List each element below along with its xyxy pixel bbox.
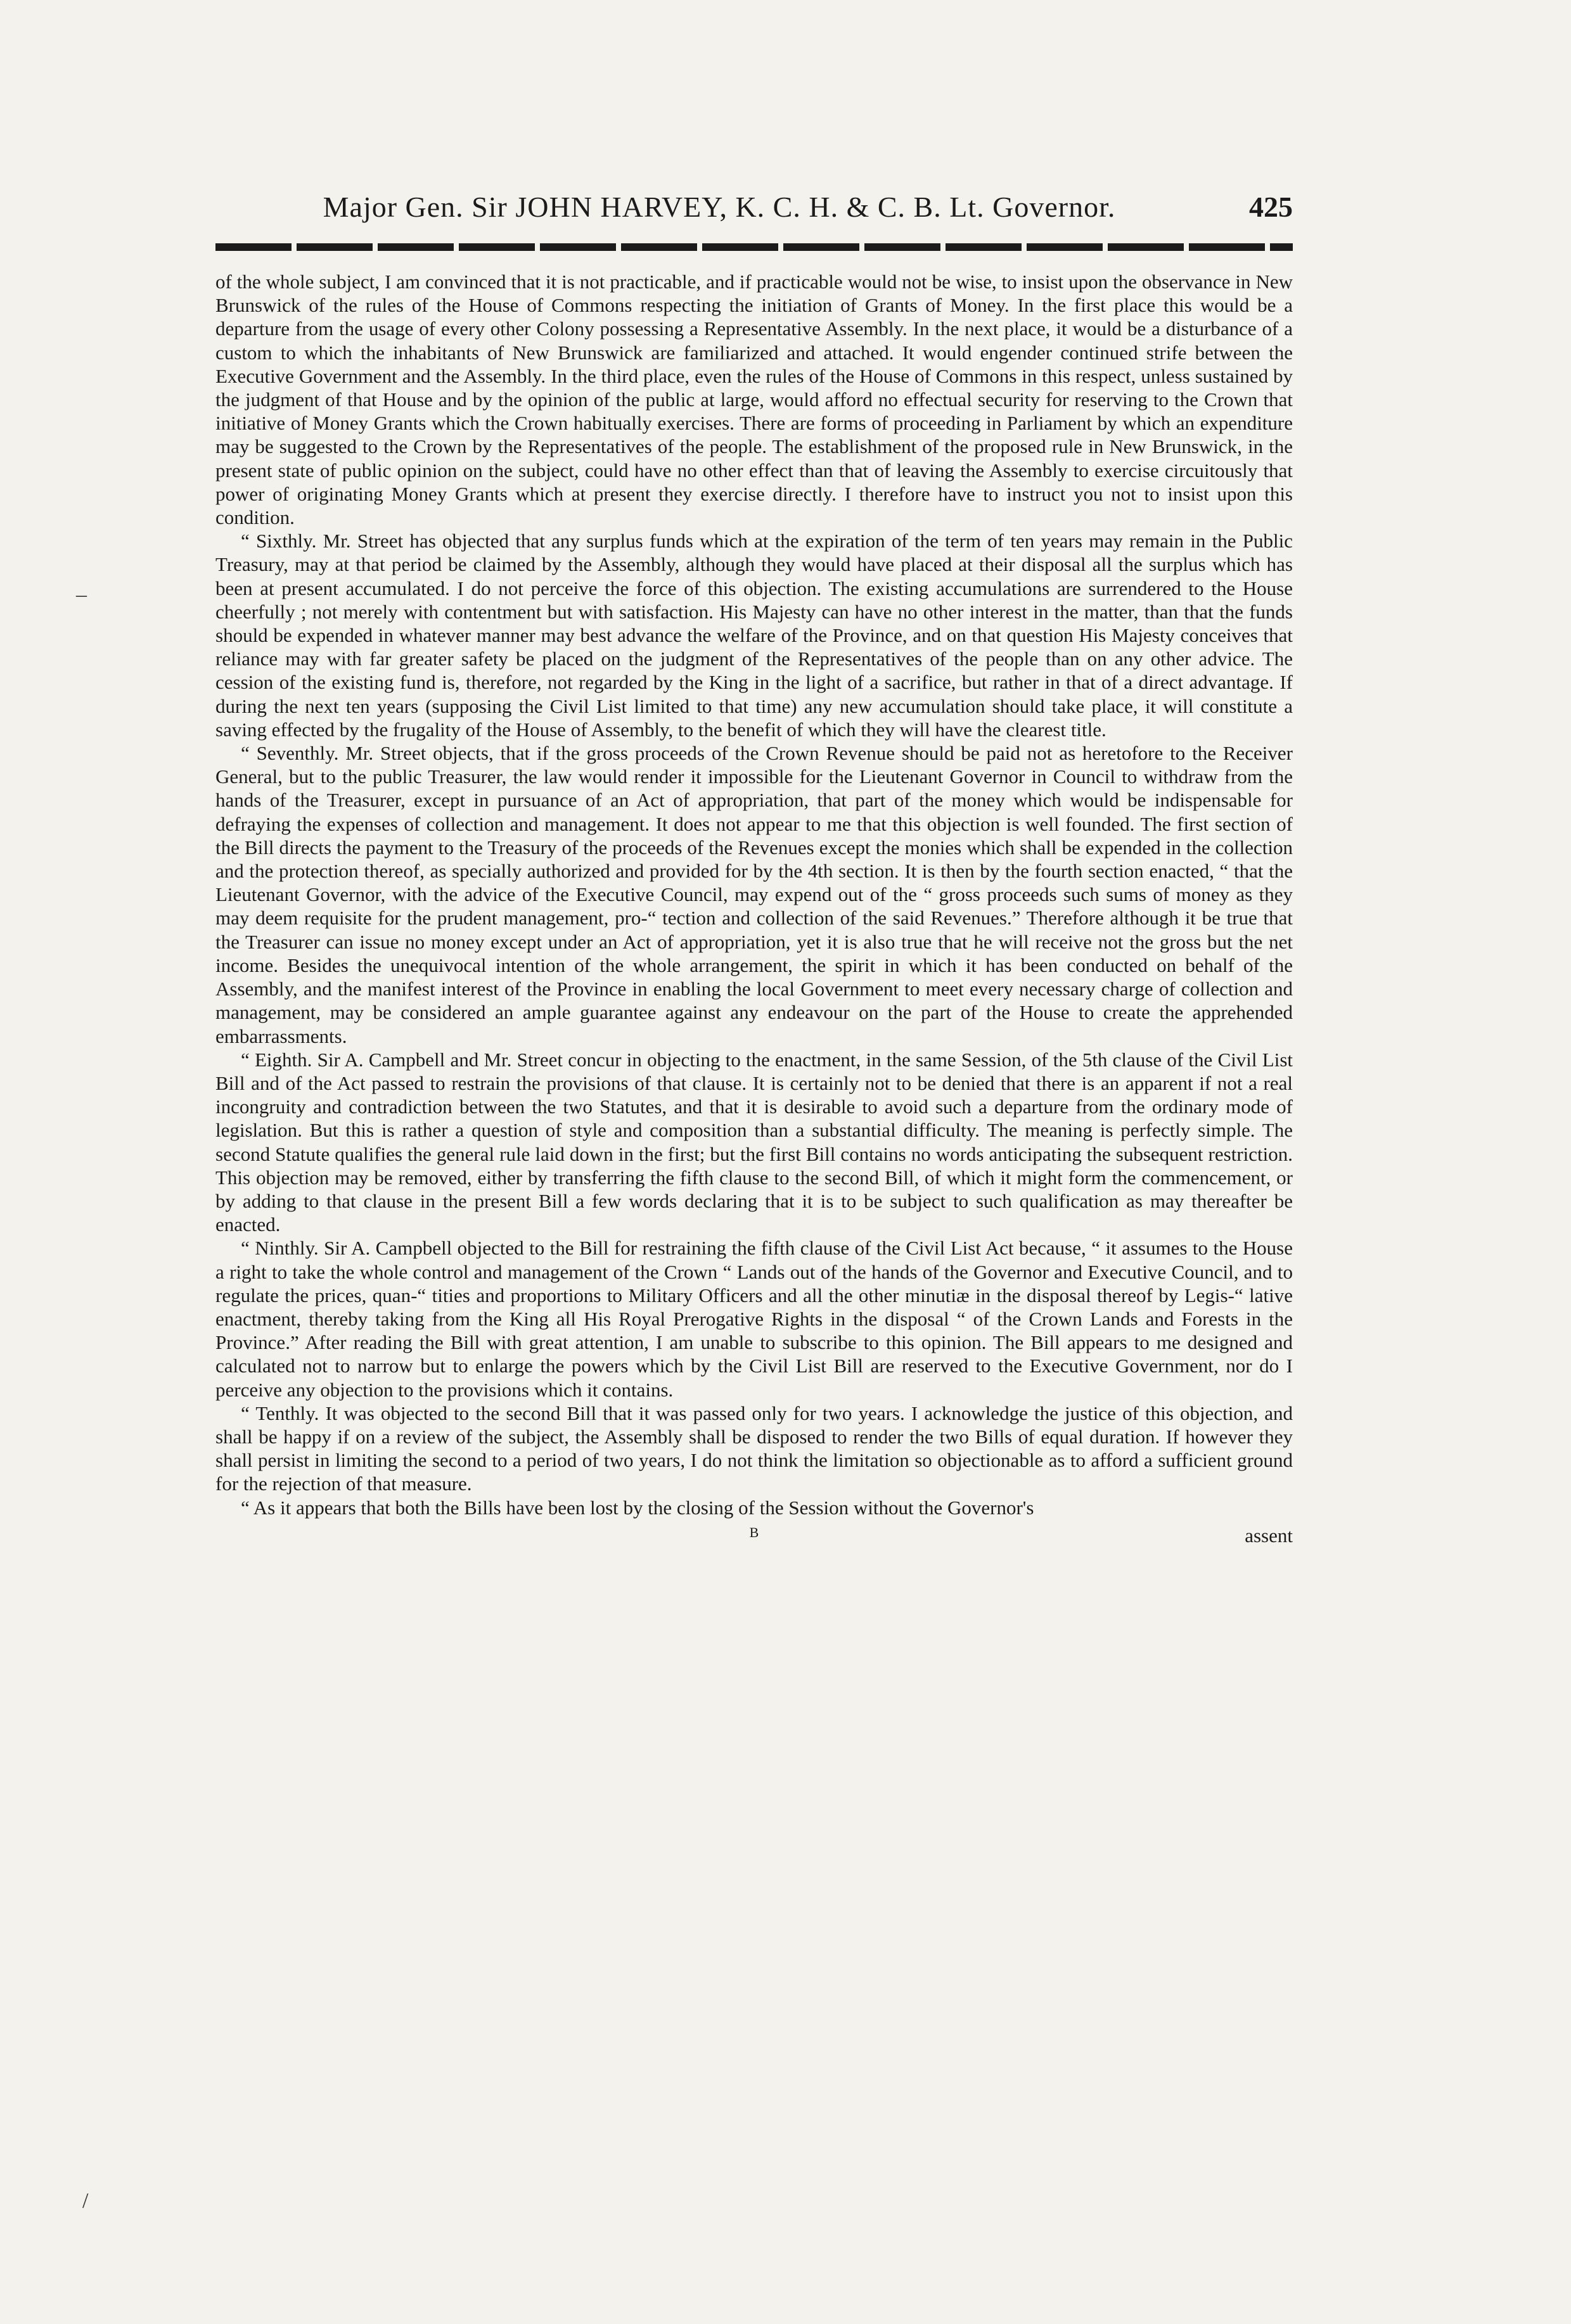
paragraph-continuation: of the whole subject, I am convinced that it is not practicable, and if practicable would not be wise, to insist upon the observance in New Brunswick of the rules of the House of Commons respecting the initiation of Grants of Money. In the first place this would be a departure from the usage of every other Colony possessing a Representative Assembly. In the next place, it would be a disturbance of a custom to which the inhabitants of New Brunswick are familiarized and attached. It would engender continued strife between the Executive Government and the Assembly. In the third place, even the rules of the House of Commons in this respect, unless sustained by the judgment of that House and by the opinion of the public at large, would afford no effectual security for reserving to the Crown that initiative of Money Grants which the Crown habitually exercises. There are forms of proceeding in Parliament by which an expenditure may be suggested to the Crown by the Representatives of the people. The establishment of the proposed rule in New Brunswick, in the present state of public opinion on the subject, could have no other effect than that of leaving the Assembly to exercise circuitously that power of originating Money Grants which at present they exercise directly. I therefore have to instruct you not to insist upon this condition. — [215, 271, 1293, 529]
paragraph-eighth: “ Eighth. Sir A. Campbell and Mr. Street concur in objecting to the enactment, in the same Session, of the 5th clause of the Civil List Bill and of the Act passed to restrain the provisions of that clause. It is certainly not to be denied that there is an apparent if not a real incongruity and contradiction between the two Statutes, and that it is desirable to avoid such a departure from the ordinary mode of legislation. But this is rather a question of style and composition than a substantial difficulty. The meaning is perfectly simple. The second Statute qualifies the general rule laid down in the first; but the first Bill contains no words anticipating the subsequent restriction. This objection may be removed, either by transferring the fifth clause to the second Bill, of which it might form the commencement, or by adding to that clause in the present Bill a few words declaring that it is to be subject to such qualification as may thereafter be enacted. — [215, 1048, 1293, 1236]
paragraph-ninthly: “ Ninthly. Sir A. Campbell objected to the Bill for restraining the fifth clause of the Civil List Act because, “ it assumes to the House a right to take the whole control and management of the Crown “ Lands out of the hands of the Governor and Executive Council, and to regulate the prices, quan-“ tities and proportions to Military Officers and all the other minutiæ in the disposal thereof by Legis-“ lative enactment, thereby taking from the King all His Royal Prerogative Rights in the disposal “ of the Crown Lands and Forests in the Province.” After reading the Bill with great attention, I am unable to subscribe to this opinion. The Bill appears to me designed and calculated not to narrow but to enlarge the powers which by the Civil List Bill are reserved to the Executive Government, nor do I perceive any objection to the provisions which it contains. — [215, 1237, 1293, 1401]
catchword: assent — [1245, 1524, 1293, 1547]
paragraph-tenthly: “ Tenthly. It was objected to the second Bill that it was passed only for two years. I acknowledge the justice of this objection, and shall be happy if on a review of the subject, the Assembly shall be disposed to render the two Bills of equal duration. If however they shall persist in limiting the second to a period of two years, I do not think the limitation so objectionable as to afford a sufficient ground for the rejection of that measure. — [215, 1401, 1293, 1495]
paragraph-sixthly: “ Sixthly. Mr. Street has objected that any surplus funds which at the expiration of the term of ten years may remain in the Public Treasury, may at that period be claimed by the Assembly, although they would have placed at their disposal all the surplus which has been at present accumulated. I do not perceive the force of this objection. The existing accumulations are surrendered to the House cheerfully ; not merely with contentment but with satisfaction. His Majesty can have no other interest in the matter, than that the funds should be expended in whatever manner may best advance the welfare of the Province, and on that question His Majesty conceives that reliance may with far greater safety be placed on the judgment of the Representatives of the people than on any other advice. The cession of the existing fund is, therefore, not regarded by the King in the light of a sacrifice, but rather in that of a direct advantage. If during the next ten years (supposing the Civil List limited to that time) any new accumulation should take place, it will constitute a saving effected by the frugality of the House of Assembly, to the benefit of which they will have the clearest title. — [215, 530, 1293, 741]
paragraph-closing: “ As it appears that both the Bills have been lost by the closing of the Session without the Governor's — [241, 1496, 1034, 1519]
footer-line — [215, 1524, 1293, 1547]
body-text — [215, 270, 1293, 1519]
page-header-title: Major Gen. Sir JOHN HARVEY, K. C. H. & C. B. Lt. Governor. — [323, 191, 1116, 223]
signature-mark: B — [749, 1524, 759, 1540]
margin-slash-mark: / — [82, 2189, 89, 2212]
page-number: 425 — [1249, 191, 1293, 223]
document-page — [215, 190, 1293, 1547]
header-rule — [215, 243, 1293, 251]
paragraph-seventhly: “ Seventhly. Mr. Street objects, that if the gross proceeds of the Crown Revenue should be paid not as heretofore to the Receiver General, but to the public Treasurer, the law would render it impossible for the Lieutenant Governor in Council to withdraw from the hands of the Treasurer, except in pursuance of an Act of appropriation, that part of the money which would be indispensable for defraying the expenses of collection and management. It does not appear to me that this objection is well founded. The first section of the Bill directs the payment to the Treasury of the proceeds of the Revenues except the monies which shall be expended in the collection and the protection thereof, as specially authorized and provided for by the 4th section. It is then by the fourth section enacted, “ that the Lieutenant Governor, with the advice of the Executive Council, may expend out of the “ gross proceeds such sums of money as they may deem requisite for the prudent management, pro-“ tection and collection of the said Revenues.” Therefore although it be true that the Treasurer can issue no money except under an Act of appropriation, yet it is also true that he will receive not the gross but the net income. Besides the unequivocal intention of the whole arrangement, the spirit in which it has been conducted on behalf of the Assembly, and the manifest interest of the Province in enabling the local Government to meet every necessary charge of collection and management, may be considered an ample guarantee against any endeavour on the part of the House to create the apprehended embarrassments. — [215, 742, 1293, 1047]
running-head — [215, 190, 1293, 234]
margin-dash-mark: – — [76, 583, 87, 606]
